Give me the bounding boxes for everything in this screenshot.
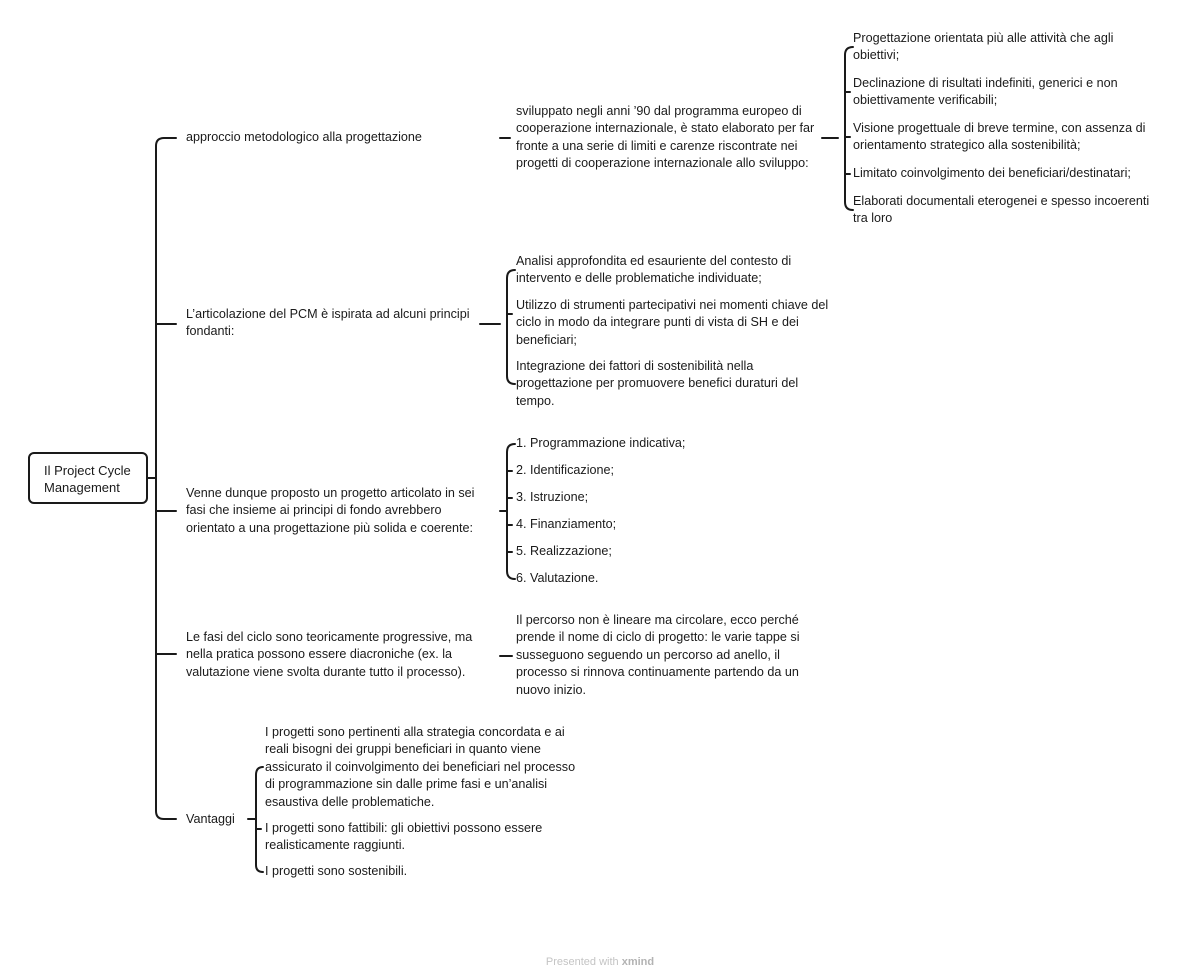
topic-label: Vantaggi — [186, 812, 235, 826]
phase-2[interactable] — [516, 462, 816, 479]
child-b2-3[interactable] — [516, 358, 816, 410]
leaf-b1-2[interactable] — [853, 75, 1153, 110]
phase-1[interactable] — [516, 435, 816, 452]
leaf-b1-5[interactable] — [853, 193, 1163, 228]
leaf-label: Limitato coinvolgimento dei beneficiari/destinatari; — [853, 166, 1131, 180]
topic-sei-fasi[interactable] — [186, 485, 492, 537]
phase-3[interactable] — [516, 489, 816, 506]
topic-label: L’articolazione del PCM è ispirata ad alcuni principi fondanti: — [186, 307, 470, 339]
child-label: Analisi approfondita ed esauriente del contesto di intervento e delle problematiche individuate; — [516, 254, 792, 286]
subtopic-label: Il percorso non è lineare ma circolare, ecco perché prende il nome di ciclo di progetto: le varie tappe si susseguono seguendo un percorso ad anello, il processo si rinnova continuamente partendo da un nuovo inizio. — [516, 613, 800, 697]
advantage-label: I progetti sono pertinenti alla strategia concordata e ai reali bisogni dei gruppi beneficiari in quanto viene assicurato il coinvolgimento dei beneficiari nel processo di programmazione sin dalle prime fasi e un’analisi esaustiva delle problematiche. — [265, 725, 576, 809]
spine-b3-children — [507, 444, 515, 579]
advantage-3[interactable] — [265, 863, 565, 880]
advantage-label: I progetti sono fattibili: gli obiettivi possono essere realisticamente raggiunti. — [265, 821, 543, 853]
phase-4[interactable] — [516, 516, 816, 533]
child-b2-2[interactable] — [516, 297, 834, 349]
topic-fasi-ciclo[interactable] — [186, 629, 484, 681]
phase-label: 5. Realizzazione; — [516, 544, 612, 558]
subtopic-percorso[interactable] — [516, 612, 816, 699]
leaf-b1-3[interactable] — [853, 120, 1163, 155]
phase-label: 3. Istruzione; — [516, 490, 589, 504]
main-spine — [156, 138, 164, 819]
phase-6[interactable] — [516, 570, 816, 587]
presented-with-footer — [0, 956, 1200, 968]
xmind-logo: xmind — [621, 956, 655, 968]
advantage-2[interactable] — [265, 820, 565, 855]
child-label: Integrazione dei fattori di sostenibilità nella progettazione per promuovere benefici duraturi del tempo. — [516, 359, 799, 408]
spine-b1-leaves — [845, 47, 853, 210]
topic-vantaggi[interactable] — [186, 811, 246, 828]
topic-label: approccio metodologico alla progettazione — [186, 130, 422, 144]
spine-b2-children — [507, 270, 515, 384]
advantage-label: I progetti sono sostenibili. — [265, 864, 408, 878]
footer-prefix: Presented with — [545, 956, 619, 968]
leaf-b1-1[interactable] — [853, 30, 1153, 65]
root-topic[interactable] — [28, 452, 148, 504]
leaf-label: Progettazione orientata più alle attività che agli obiettivi; — [853, 31, 1114, 63]
subtopic-label: sviluppato negli anni ’90 dal programma europeo di cooperazione internazionale, è stato elaborato per far fronte a una serie di limiti e carenze riscontrate nei progetti di cooperazione internazionale allo sviluppo: — [516, 104, 815, 171]
leaf-label: Visione progettuale di breve termine, con assenza di orientamento strategico alla sostenibilità; — [853, 121, 1146, 153]
phase-label: 2. Identificazione; — [516, 463, 615, 477]
subtopic-sviluppato[interactable] — [516, 103, 828, 173]
topic-articolazione[interactable] — [186, 306, 486, 341]
child-b2-1[interactable] — [516, 253, 816, 288]
leaf-label: Declinazione di risultati indefiniti, generici e non obiettivamente verificabili; — [853, 76, 1118, 108]
phase-5[interactable] — [516, 543, 816, 560]
spine-b5-children — [256, 767, 263, 872]
leaf-label: Elaborati documentali eterogenei e spesso incoerenti tra loro — [853, 194, 1150, 226]
topic-approccio[interactable] — [186, 129, 486, 146]
phase-label: 4. Finanziamento; — [516, 517, 617, 531]
topic-label: Venne dunque proposto un progetto articolato in sei fasi che insieme ai principi di fondo avrebbero orientato a una progettazione più solida e coerente: — [186, 486, 475, 535]
root-topic-label: Il Project Cycle Management — [44, 463, 131, 495]
phase-label: 1. Programmazione indicativa; — [516, 436, 686, 450]
phase-label: 6. Valutazione. — [516, 571, 599, 585]
leaf-b1-4[interactable] — [853, 165, 1173, 182]
topic-label: Le fasi del ciclo sono teoricamente progressive, ma nella pratica possono essere diacroniche (ex. la valutazione viene svolta durante tutto il processo). — [186, 630, 473, 679]
advantage-1[interactable] — [265, 724, 581, 811]
child-label: Utilizzo di strumenti partecipativi nei momenti chiave del ciclo in modo da integrare punti di vista di SH e dei beneficiari; — [516, 298, 829, 347]
